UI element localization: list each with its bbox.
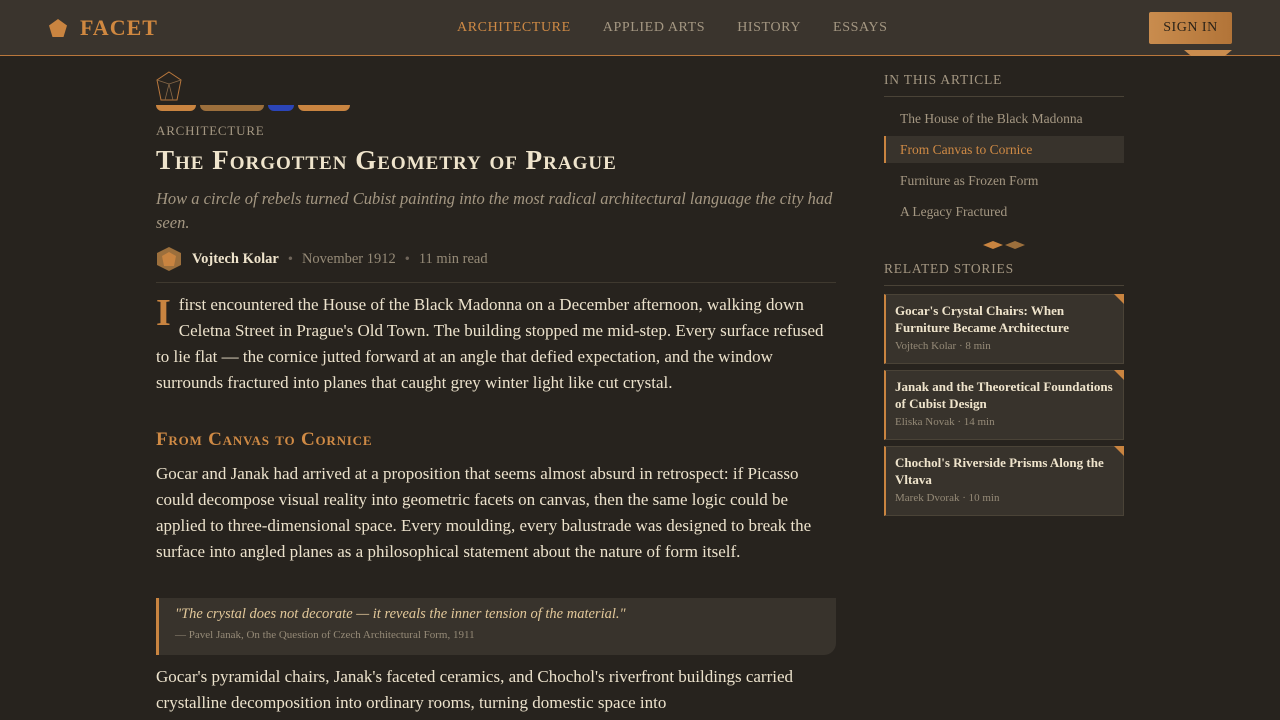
- swatch: [298, 105, 350, 111]
- related-stories: [884, 294, 1124, 522]
- table-of-contents: [884, 105, 1124, 229]
- paragraph-intro-text: first encountered the House of the Black Madonna on a December afternoon, walking down Celetna Street in Prague's Old Town. The building stopped me mid-step. Every surface refused to lie flat — the cornice jutted forward at an angle that defied expectation, and the window surrounds fractured into planes that caught grey winter light like cut crystal.: [156, 295, 824, 392]
- related-story-title: Janak and the Theoretical Foundations of Cubist Design: [895, 379, 1113, 411]
- publish-date: November 1912: [301, 250, 396, 267]
- related-story-card[interactable]: [884, 446, 1124, 516]
- toc-item-canvas-to-cornice[interactable]: From Canvas to Cornice: [884, 136, 1124, 163]
- crystal-icon: [156, 71, 182, 101]
- article-dek: How a circle of rebels turned Cubist painting into the most radical architectural language the city had seen.: [156, 189, 833, 232]
- swatch: [200, 105, 264, 111]
- paragraph-section: Gocar and Janak had arrived at a proposition that seems almost absurd in retrospect: if Picasso could decompose visual reality into geometric facets on canvas, then the same logic could be applied to three-dimensional space. Every moulding, every balustrade was designed to break the surface into angled planes as a philosophical statement about the nature of form itself.: [156, 464, 812, 561]
- nav-item-applied-arts[interactable]: APPLIED ARTS: [602, 20, 706, 35]
- related-story-title: Gocar's Crystal Chairs: When Furniture Became Architecture: [895, 303, 1070, 335]
- author-name[interactable]: Vojtech Kolar: [192, 250, 279, 267]
- toc-item-legacy-fractured[interactable]: A Legacy Fractured: [900, 204, 1008, 219]
- paragraph-intro: [156, 292, 836, 396]
- brand[interactable]: [48, 15, 158, 41]
- related-story-meta: Eliska Novak · 14 min: [895, 416, 995, 428]
- related-story-card[interactable]: [884, 370, 1124, 440]
- article-category: ARCHITECTURE: [156, 123, 265, 138]
- swatch: [156, 105, 196, 111]
- corner-accent: [1114, 446, 1124, 456]
- toc-item-frozen-form[interactable]: Furniture as Frozen Form: [900, 173, 1039, 188]
- nav-item-architecture[interactable]: ARCHITECTURE: [457, 20, 571, 35]
- related-story-card[interactable]: [884, 294, 1124, 364]
- byline: [156, 246, 836, 283]
- nav-item-essays[interactable]: ESSAYS: [833, 20, 888, 35]
- swatch: [268, 105, 294, 111]
- top-bar: [0, 0, 1280, 56]
- brand-name: FACET: [80, 15, 158, 40]
- related-title: RELATED STORIES: [884, 261, 1124, 286]
- separator-dot: •: [286, 252, 294, 266]
- pentagon-logo-icon: [48, 18, 68, 38]
- section-heading: From Canvas to Cornice: [156, 429, 373, 450]
- author-avatar[interactable]: [156, 246, 182, 272]
- paragraph-continued: Gocar's pyramidal chairs, Janak's faceted ceramics, and Chochol's riverfront buildings carried crystalline decomposition into ordinary rooms, turning domestic space into: [156, 667, 794, 712]
- corner-accent: [1114, 294, 1124, 304]
- nav-item-history[interactable]: HISTORY: [737, 20, 802, 35]
- drop-cap: I: [156, 292, 171, 334]
- article-title: The Forgotten Geometry of Prague: [156, 145, 617, 175]
- corner-accent: [1114, 370, 1124, 380]
- toc-item-black-madonna[interactable]: The House of the Black Madonna: [900, 111, 1083, 126]
- toc-title: IN THIS ARTICLE: [884, 72, 1124, 97]
- quote-citation: — Pavel Janak, On the Question of Czech Architectural Form, 1911: [175, 629, 475, 641]
- related-story-meta: Marek Dvorak · 10 min: [895, 492, 1000, 504]
- separator-dot: •: [403, 252, 411, 266]
- sign-in-button[interactable]: SIGN IN: [1149, 12, 1232, 44]
- main-nav: [457, 20, 920, 36]
- related-story-meta: Vojtech Kolar · 8 min: [895, 340, 991, 352]
- color-swatches: [156, 105, 350, 111]
- quote-text: "The crystal does not decorate — it reveals the inner tension of the material.": [175, 606, 626, 622]
- sign-in-tab-decoration: [1184, 50, 1232, 56]
- pull-quote: [156, 598, 836, 655]
- related-story-title: Chochol's Riverside Prisms Along the Vltava: [895, 455, 1104, 487]
- read-time: 11 min read: [418, 250, 488, 267]
- diamond-ornament-icon: [983, 240, 1025, 250]
